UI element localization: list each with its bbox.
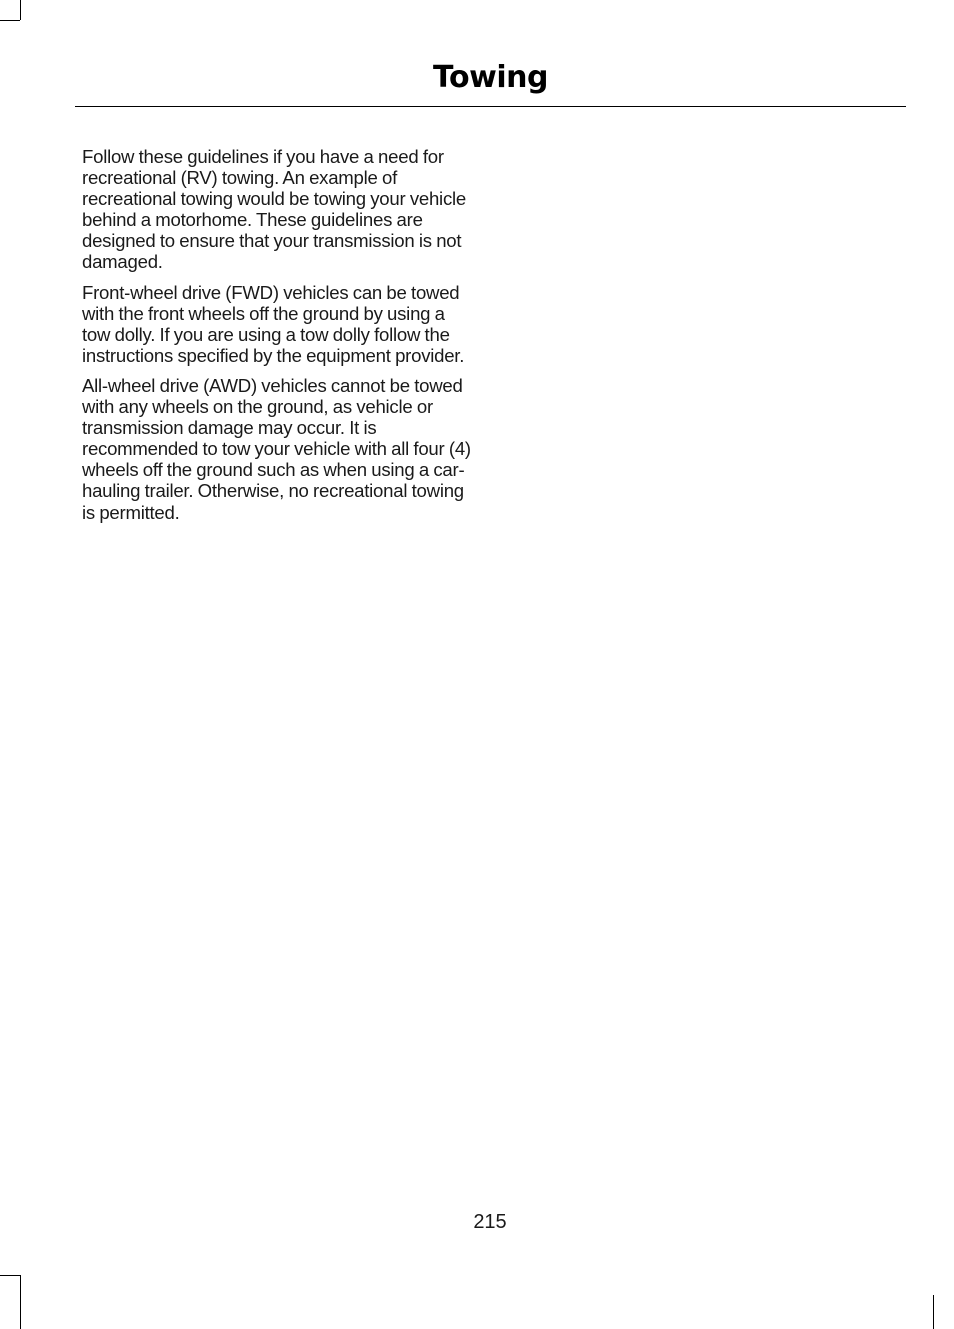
- crop-mark-bottom-right-vertical: [933, 1295, 934, 1329]
- crop-mark-bottom-left-horizontal: [0, 1275, 20, 1276]
- paragraph-fwd-towing: Front-wheel drive (FWD) vehicles can be towed with the front wheels off the ground by using a tow dolly. If you are using a tow dolly follow the instructions specified by the equipment provider.: [82, 281, 465, 366]
- crop-mark-top-left-vertical: [20, 0, 21, 20]
- crop-mark-top-left-horizontal: [0, 20, 20, 21]
- title-divider: [75, 106, 906, 107]
- paragraph-rv-towing-intro: Follow these guidelines if you have a need for recreational (RV) towing. An example of recreational towing would be towing your vehicle behind a motorhome. These guidelines are designed to ensure that your transmission is not damaged.: [82, 146, 466, 273]
- crop-mark-bottom-left-vertical: [20, 1275, 21, 1329]
- paragraph-awd-towing: All-wheel drive (AWD) vehicles cannot be towed with any wheels on the ground, as vehicle or transmission damage may occur. It is recommended to tow your vehicle with all four (4) wheels off the ground such as when using a car-hauling trailer. Otherwise, no recreational towing is permitted.: [82, 374, 471, 523]
- page-title: Towing: [433, 60, 548, 95]
- body-column: [82, 146, 474, 532]
- page-number: 215: [473, 1211, 507, 1233]
